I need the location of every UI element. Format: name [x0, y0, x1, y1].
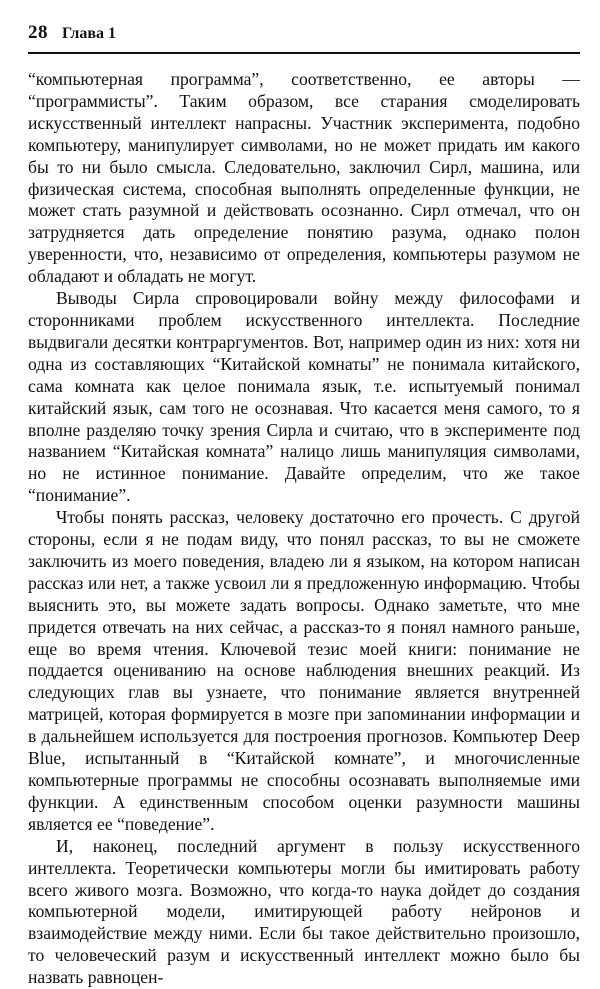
paragraph: Чтобы понять рассказ, человеку достаточно его прочесть. С другой стороны, если я не подам виду, что понял рассказ, то вы не сможете заключить из моего поведения, владею ли я языком, на котором написан рассказ или нет, а также усвоил ли я предложенную информацию. Чтобы выяснить это, вы можете задать вопросы. Однако заметьте, что мне придется отвечать на них сейчас, а рассказ-то я понял намного раньше, еще во время чтения. Ключевой тезис моей книги: понимание не поддается оцениванию на основе наблюдения внешних реакций. Из следующих глав вы узнаете, что понимание является внутренней матрицей, которая формируется в мозге при запоминании информации и в дальнейшем используется для построения прогнозов. Компьютер Deep Blue, испытанный в “Китайской комнате”, и многочисленные компьютерные программы не способны осознавать выполняемые ими функции. А единственным способом оценки разумности машины является ее “поведение”.	[28, 507, 580, 834]
running-header	[28, 22, 580, 54]
paragraph-continued: “компьютерная программа”, соответственно, ее авторы — “программисты”. Таким образом, все старания смоделировать искусственный интеллект напрасны. Участник эксперимента, подобно компьютеру, манипулирует символами, но не может придать им какого бы то ни было смысла. Следовательно, заключил Сирл, машина, или физическая система, способная выполнять определенные функции, не может стать разумной и действовать осознанно. Сирл отмечал, что он затрудняется дать определение понятию разума, однако полон уверенности, что, независимо от определения, компьютеры разумом не обладают и обладать не могут.	[28, 69, 580, 287]
body-text	[28, 69, 580, 989]
paragraph: И, наконец, последний аргумент в пользу искусственного интеллекта. Теоретически компьютеры могли бы имитировать работу всего живого мозга. Возможно, что когда-то наука дойдет до создания компьютерной модели, имитирующей работу нейронов и взаимодействие между ними. Если бы такое действительно произошло, то человеческий разум и искусственный интеллект можно было бы назвать равноцен-	[28, 835, 580, 988]
page-number: 28	[28, 22, 48, 43]
book-page	[28, 22, 580, 989]
paragraph: Выводы Сирла спровоцировали войну между философами и сторонниками проблем искусственного интеллекта. Последние выдвигали десятки контраргументов. Вот, например один из них: хотя ни одна из составляющих “Китайской комнаты” не понимала китайского, сама комната как целое понимала язык, т.е. испытуемый понимал китайский язык, сам того не осознавая. Что касается меня самого, то я вполне разделяю точку зрения Сирла и считаю, что в эксперименте под названием “Китайская комната” налицо лишь манипуляция символами, но не истинное понимание. Давайте определим, что же такое “понимание”.	[28, 288, 580, 506]
chapter-title: Глава 1	[62, 25, 116, 42]
